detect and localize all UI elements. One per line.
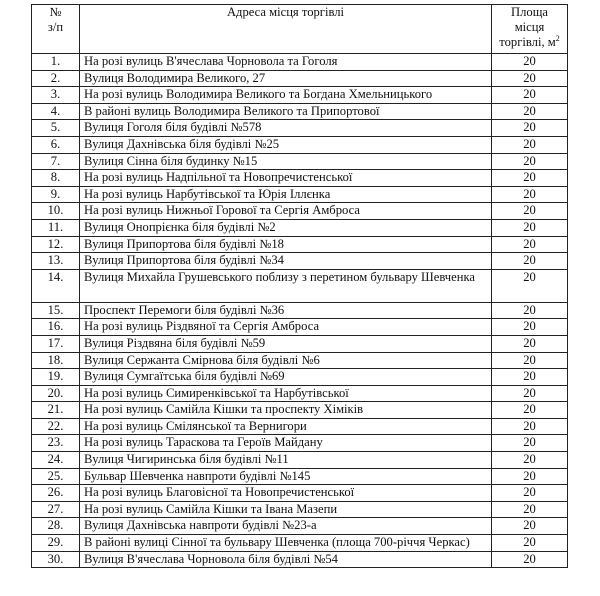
row-area: 20 (492, 468, 568, 485)
row-area: 20 (492, 352, 568, 369)
table-row (32, 535, 568, 552)
header-area-line1: Площа (511, 5, 548, 19)
row-number: 30. (32, 551, 80, 568)
row-address: В районі вулиці Сінної та бульвару Шевченка (площа 700-річчя Черкас) (80, 535, 492, 552)
table-row (32, 485, 568, 502)
table-row (32, 70, 568, 87)
table-row (32, 87, 568, 104)
table-row (32, 253, 568, 270)
row-address: Вулиця Володимира Великого, 27 (80, 70, 492, 87)
row-area: 20 (492, 186, 568, 203)
row-number: 12. (32, 236, 80, 253)
row-address: На розі вулиць Симиренківської та Нарбутівської (80, 385, 492, 402)
row-area: 20 (492, 302, 568, 319)
row-number: 22. (32, 418, 80, 435)
row-number: 16. (32, 319, 80, 336)
row-number: 24. (32, 452, 80, 469)
row-area: 20 (492, 385, 568, 402)
row-address: На розі вулиць Нарбутівської та Юрія Іллєнка (80, 186, 492, 203)
row-address: Вулиця Різдвяна біля будівлі №59 (80, 335, 492, 352)
table-row (32, 501, 568, 518)
row-address: На розі вулиць Володимира Великого та Богдана Хмельницького (80, 87, 492, 104)
table-row (32, 402, 568, 419)
row-number: 15. (32, 302, 80, 319)
row-area: 20 (492, 418, 568, 435)
table-header-row (32, 5, 568, 54)
row-area: 20 (492, 269, 568, 302)
row-number: 20. (32, 385, 80, 402)
row-number: 3. (32, 87, 80, 104)
row-number: 11. (32, 219, 80, 236)
row-number: 28. (32, 518, 80, 535)
row-address: На розі вулиць В'ячеслава Чорновола та Гоголя (80, 54, 492, 71)
table-row (32, 551, 568, 568)
row-number: 17. (32, 335, 80, 352)
table-row (32, 120, 568, 137)
row-address: Вулиця Припортова біля будівлі №34 (80, 253, 492, 270)
row-area: 20 (492, 435, 568, 452)
row-area: 20 (492, 219, 568, 236)
row-address: Вулиця Сержанта Смірнова біля будівлі №6 (80, 352, 492, 369)
table-row (32, 468, 568, 485)
table-row (32, 418, 568, 435)
table-row (32, 452, 568, 469)
table-row (32, 136, 568, 153)
header-address: Адреса місця торгівлі (80, 5, 492, 54)
row-address: Вулиця Сумгаїтська біля будівлі №69 (80, 369, 492, 386)
row-area: 20 (492, 452, 568, 469)
header-number-line2: з/п (47, 20, 64, 34)
row-number: 6. (32, 136, 80, 153)
row-area: 20 (492, 103, 568, 120)
header-area-unit: торгівлі, м (499, 35, 556, 49)
row-area: 20 (492, 518, 568, 535)
row-address: Вулиця Сінна біля будинку №15 (80, 153, 492, 170)
row-address: Вулиця Дахнівська навпроти будівлі №23-а (80, 518, 492, 535)
row-number: 26. (32, 485, 80, 502)
row-address: Вулиця Онопрієнка біля будівлі №2 (80, 219, 492, 236)
row-address: В районі вулиць Володимира Великого та Припортової (80, 103, 492, 120)
row-area: 20 (492, 319, 568, 336)
row-number: 9. (32, 186, 80, 203)
row-area: 20 (492, 551, 568, 568)
row-area: 20 (492, 70, 568, 87)
row-number: 18. (32, 352, 80, 369)
row-address: Вулиця В'ячеслава Чорновола біля будівлі №54 (80, 551, 492, 568)
trade-locations-table (31, 4, 568, 568)
row-area: 20 (492, 485, 568, 502)
table-body (32, 54, 568, 568)
row-address: На розі вулиць Нижньої Горової та Сергія Амброса (80, 203, 492, 220)
row-number: 10. (32, 203, 80, 220)
row-area: 20 (492, 136, 568, 153)
row-number: 14. (32, 269, 80, 302)
row-number: 21. (32, 402, 80, 419)
row-address: Вулиця Гоголя біля будівлі №578 (80, 120, 492, 137)
table-row (32, 203, 568, 220)
row-address: Вулиця Чигиринська біля будівлі №11 (80, 452, 492, 469)
row-address: Бульвар Шевченка навпроти будівлі №145 (80, 468, 492, 485)
table-row (32, 103, 568, 120)
row-number: 23. (32, 435, 80, 452)
row-address: На розі вулиць Надпільної та Новопречистенської (80, 170, 492, 187)
row-area: 20 (492, 253, 568, 270)
row-area: 20 (492, 120, 568, 137)
table-row (32, 186, 568, 203)
table-row (32, 335, 568, 352)
row-address: На розі вулиць Смілянської та Вернигори (80, 418, 492, 435)
row-address: Вулиця Михайла Грушевського поблизу з перетином бульвару Шевченка (80, 269, 492, 302)
row-area: 20 (492, 535, 568, 552)
row-address: Проспект Перемоги біля будівлі №36 (80, 302, 492, 319)
header-area-line3 (496, 35, 563, 50)
row-area: 20 (492, 170, 568, 187)
row-address: На розі вулиць Самійла Кішки та Івана Мазепи (80, 501, 492, 518)
row-address: На розі вулиць Тараскова та Героїв Майдану (80, 435, 492, 452)
row-number: 1. (32, 54, 80, 71)
row-area: 20 (492, 153, 568, 170)
header-number (32, 5, 80, 54)
row-address: Вулиця Припортова біля будівлі №18 (80, 236, 492, 253)
table-row (32, 352, 568, 369)
row-area: 20 (492, 335, 568, 352)
row-number: 27. (32, 501, 80, 518)
row-number: 13. (32, 253, 80, 270)
table-row (32, 170, 568, 187)
row-number: 7. (32, 153, 80, 170)
row-area: 20 (492, 369, 568, 386)
row-number: 19. (32, 369, 80, 386)
table-row (32, 269, 568, 302)
row-area: 20 (492, 501, 568, 518)
table-row (32, 302, 568, 319)
table-row (32, 153, 568, 170)
row-number: 4. (32, 103, 80, 120)
table-row (32, 236, 568, 253)
row-area: 20 (492, 54, 568, 71)
row-area: 20 (492, 87, 568, 104)
header-area-sup: 2 (555, 33, 560, 43)
header-number-line1: № (49, 5, 62, 19)
table-row (32, 385, 568, 402)
row-number: 25. (32, 468, 80, 485)
table-row (32, 319, 568, 336)
row-area: 20 (492, 236, 568, 253)
header-area-line2: місця (514, 20, 545, 34)
row-address: Вулиця Дахнівська біля будівлі №25 (80, 136, 492, 153)
header-area (492, 5, 568, 54)
row-number: 2. (32, 70, 80, 87)
table-row (32, 435, 568, 452)
row-address: На розі вулиць Різдвяної та Сергія Амброса (80, 319, 492, 336)
table-row (32, 54, 568, 71)
table-row (32, 219, 568, 236)
table-row (32, 369, 568, 386)
row-number: 5. (32, 120, 80, 137)
row-area: 20 (492, 402, 568, 419)
row-number: 8. (32, 170, 80, 187)
row-area: 20 (492, 203, 568, 220)
row-number: 29. (32, 535, 80, 552)
row-address: На розі вулиць Самійла Кішки та проспекту Хіміків (80, 402, 492, 419)
table-row (32, 518, 568, 535)
row-address: На розі вулиць Благовісної та Новопречистенської (80, 485, 492, 502)
